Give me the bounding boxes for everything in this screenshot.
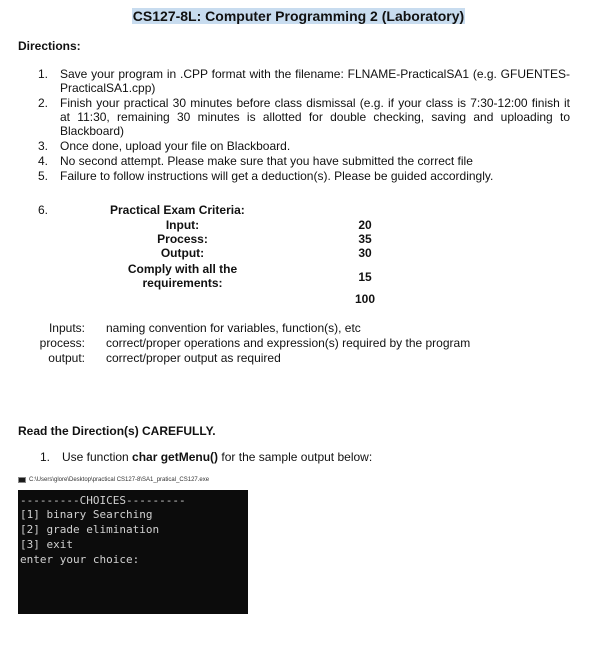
console-output bbox=[18, 490, 248, 614]
console-line: [1] binary Searching bbox=[20, 508, 153, 521]
console-line: ---------CHOICES--------- bbox=[20, 494, 186, 507]
criteria-value-comply: 15 bbox=[358, 270, 372, 284]
list-item: 5. Failure to follow instructions will get a deduction(s). Please be guided accordingly. bbox=[38, 169, 494, 183]
criteria-total: 100 bbox=[354, 292, 376, 306]
directions-list bbox=[38, 67, 570, 184]
criteria-label-comply: Comply with all the requirements: bbox=[127, 262, 238, 290]
criteria-label-process: Process: bbox=[157, 232, 208, 246]
list-item: 3. Once done, upload your file on Blackboard. bbox=[38, 139, 291, 153]
list-item: 4. No second attempt. Please make sure that you have submitted the correct file bbox=[38, 154, 473, 168]
function-name: char getMenu() bbox=[132, 450, 219, 464]
page-title: CS127-8L: Computer Programming 2 (Laboratory) bbox=[132, 8, 465, 24]
criteria-title: Practical Exam Criteria: bbox=[110, 203, 245, 217]
console-title-bar: C:\Users\glore\Desktop\practical CS127-8\SA1_pratical_CS127.exe bbox=[18, 477, 209, 483]
console-line: [2] grade elimination bbox=[20, 523, 160, 536]
criteria-number: 6. bbox=[38, 203, 49, 217]
list-item: 1. Save your program in .CPP format with the filename: FLNAME-PracticalSA1 (e.g. GFUENTES-PracticalSA1.cpp) bbox=[38, 67, 570, 95]
definition-label-output: output: bbox=[48, 351, 85, 365]
read-directions-heading: Read the Direction(s) CAREFULLY. bbox=[18, 424, 216, 438]
criteria-label-input: Input: bbox=[165, 218, 200, 232]
console-line: [3] exit bbox=[20, 538, 73, 551]
directions-heading: Directions: bbox=[18, 39, 81, 53]
criteria-value-output: 30 bbox=[358, 246, 372, 260]
definition-label-inputs: Inputs: bbox=[48, 321, 85, 335]
sample-output-instruction: 1. Use function char getMenu() for the sample output below: bbox=[40, 450, 373, 464]
criteria-value-process: 35 bbox=[358, 232, 372, 246]
console-window-icon bbox=[18, 477, 26, 483]
criteria-label-output: Output: bbox=[160, 246, 205, 260]
definition-label-process: process: bbox=[39, 336, 85, 350]
criteria-value-input: 20 bbox=[358, 218, 372, 232]
definition-desc-process: correct/proper operations and expression(s) required by the program bbox=[106, 336, 471, 350]
definition-desc-inputs: naming convention for variables, function(s), etc bbox=[106, 321, 361, 335]
console-line: enter your choice: bbox=[20, 553, 140, 566]
definition-desc-output: correct/proper output as required bbox=[106, 351, 281, 365]
list-item: 2. Finish your practical 30 minutes before class dismissal (e.g. if your class is 7:30-12:00 finish it at 11:30, remaining 30 minutes is allotted for double checking, saving and uploading to Blackboard) bbox=[38, 96, 570, 138]
